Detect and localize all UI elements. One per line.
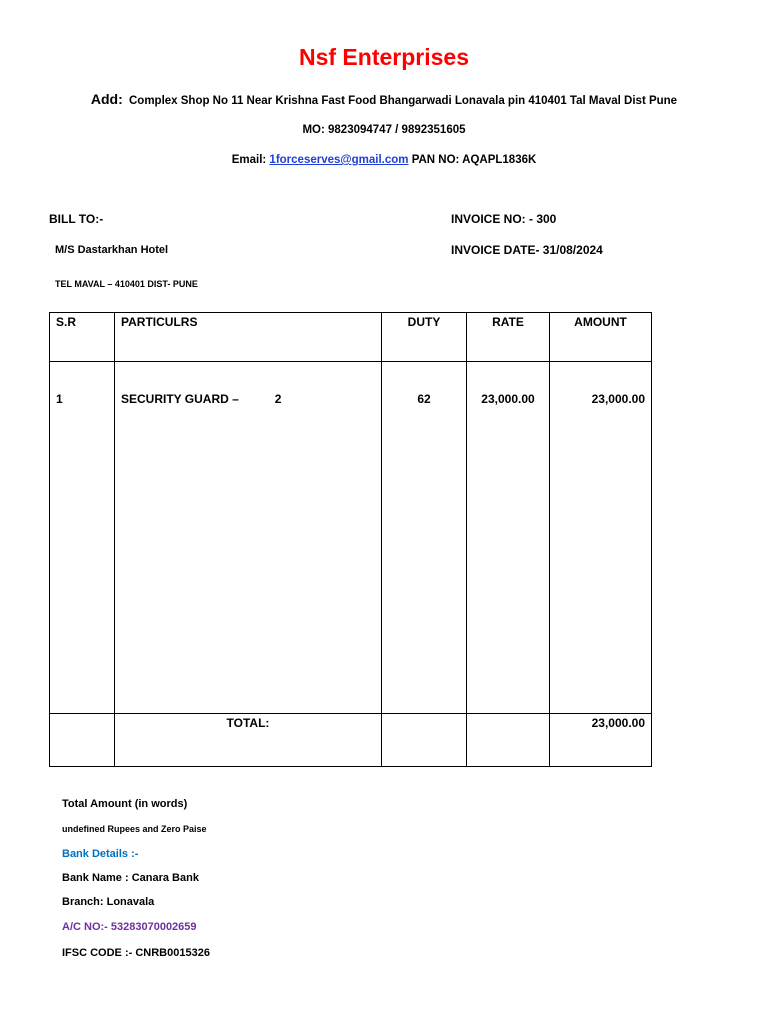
table-header-row [50, 313, 652, 362]
header-amount: AMOUNT [550, 313, 652, 362]
header-particulars: PARTICULRS [115, 313, 382, 362]
table-row [50, 362, 652, 714]
bill-to-name: M/S Dastarkhan Hotel [55, 244, 169, 256]
amount-words-label: Total Amount (in words) [62, 798, 188, 810]
company-name: Nsf Enterprises [298, 44, 469, 70]
cell-sr: 1 [50, 362, 115, 714]
address-label: Add: [90, 91, 123, 107]
account-number: A/C NO:- 53283070002659 [62, 921, 197, 933]
amount-words-value: undefined Rupees and Zero Paise [62, 824, 207, 834]
total-label: TOTAL: [115, 714, 382, 767]
cell-duty: 62 [382, 362, 467, 714]
total-amount: 23,000.00 [550, 714, 652, 767]
ifsc-code: IFSC CODE :- CNRB0015326 [62, 947, 210, 959]
company-address-line [0, 91, 768, 107]
bill-to-address: TEL MAVAL – 410401 DIST- PUNE [55, 279, 198, 289]
header-rate: RATE [467, 313, 550, 362]
cell-amount: 23,000.00 [550, 362, 652, 714]
particular-qty: 2 [274, 392, 282, 406]
header-duty: DUTY [382, 313, 467, 362]
invoice-number: INVOICE NO: - 300 [451, 212, 557, 226]
total-empty-rate [467, 714, 550, 767]
cell-rate: 23,000.00 [467, 362, 550, 714]
company-address: Complex Shop No 11 Near Krishna Fast Food Bhangarwadi Lonavala pin 410401 Tal Maval Dist Pune [128, 95, 678, 107]
header-sr: S.R [50, 313, 115, 362]
bank-details-heading: Bank Details :- [62, 848, 139, 860]
email-label: Email: [231, 154, 267, 166]
bank-name: Bank Name : Canara Bank [62, 872, 199, 884]
pan-number: PAN NO: AQAPL1836K [411, 154, 537, 166]
email-link[interactable]: 1forceserves@gmail.com [269, 154, 409, 166]
total-row [50, 714, 652, 767]
invoice-date: INVOICE DATE- 31/08/2024 [451, 243, 603, 257]
cell-particular [115, 362, 382, 714]
bill-to-label: BILL TO:- [49, 212, 104, 226]
bank-branch: Branch: Lonavala [62, 896, 155, 908]
particular-text: SECURITY GUARD – [121, 392, 239, 406]
total-empty-sr [50, 714, 115, 767]
total-empty-duty [382, 714, 467, 767]
company-mobile: MO: 9823094747 / 9892351605 [302, 124, 466, 136]
company-email-line [0, 154, 768, 166]
invoice-table [49, 312, 652, 767]
